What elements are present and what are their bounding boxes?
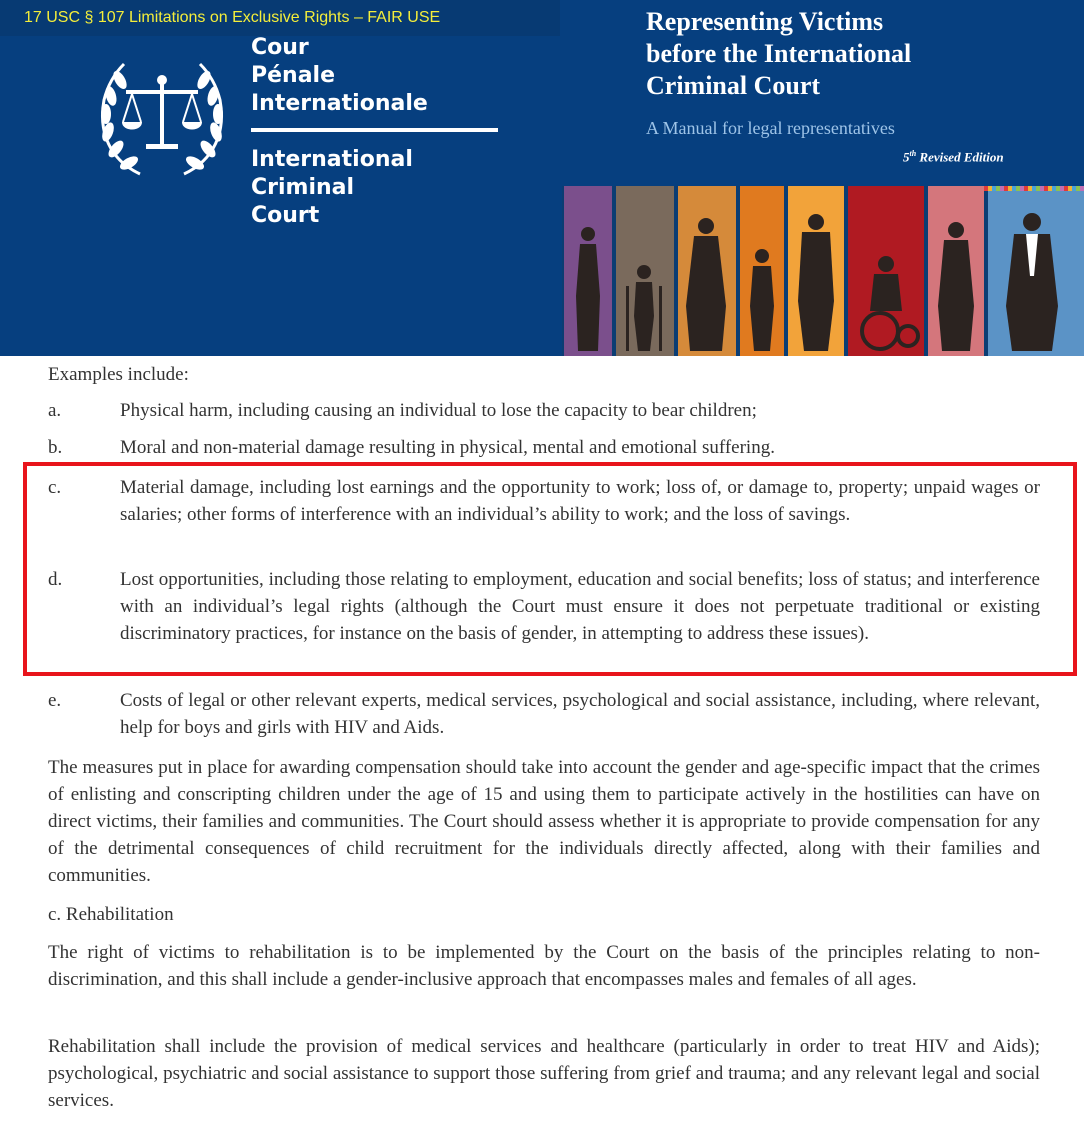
manual-title-line-1: Representing Victims xyxy=(646,7,884,36)
victims-illustration-strip xyxy=(562,186,1084,356)
manual-subtitle: A Manual for legal representatives xyxy=(646,118,895,138)
org-name-english xyxy=(251,146,413,230)
list-item-letter: a. xyxy=(48,400,62,421)
list-item-letter: d. xyxy=(48,569,63,590)
list-item-letter: e. xyxy=(48,690,62,711)
manual-cover-banner xyxy=(0,0,1084,356)
victim-figures-illustration xyxy=(562,186,1084,356)
rehabilitation-heading: c. Rehabilitation xyxy=(48,904,174,925)
org-en-line-1: International xyxy=(251,147,413,172)
fair-use-bar xyxy=(0,0,560,36)
manual-edition: 5th Revised Edition xyxy=(903,149,1004,165)
org-fr-line-1: Cour xyxy=(251,35,309,60)
highlight-box xyxy=(23,462,1077,676)
compensation-paragraph: The measures put in place for awarding compensation should take into account the gender and age-specific impact that the crimes of enlisting and conscripting children under the age of 15 and using them to participate actively in the hostilities can have on direct victims, their families and communities. The Court should assess whether it is appropriate to provide compensation for any of the detrimental consequences of child recruitment for the individuals directly affected, along with their families and communities. xyxy=(48,757,1040,886)
rehabilitation-paragraph-2: Rehabilitation shall include the provision of medical services and healthcare (particularly in order to treat HIV and Aids); psychological, psychiatric and social assistance to support those suffering from grief and trauma; and any relevant legal and social services. xyxy=(48,1036,1040,1111)
rehabilitation-paragraph-1: The right of victims to rehabilitation is to be implemented by the Court on the basis of the principles relating to non-discrimination, and this shall include a gender-inclusive approach that encompasses males and females of all ages. xyxy=(48,942,1040,990)
list-item-letter: c. xyxy=(48,477,62,498)
manual-title-line-3: Criminal Court xyxy=(646,71,821,100)
manual-title-line-2: before the International xyxy=(646,39,912,68)
examples-intro: Examples include: xyxy=(48,364,189,385)
org-name-divider xyxy=(251,128,498,132)
org-en-line-3: Court xyxy=(251,203,320,228)
list-item-text: Lost opportunities, including those relating to employment, education and social benefits; loss of status; and interference with an individual’s legal rights (although the Court must ensure it does not perpetuate traditional or existing discriminatory practices, for instance on the basis of gender, in attempting to address these issues). xyxy=(120,569,1040,644)
list-item-text: Moral and non-material damage resulting in physical, mental and emotional suffering. xyxy=(120,437,775,458)
org-fr-line-3: Internationale xyxy=(251,91,428,116)
org-name-french xyxy=(251,34,428,118)
fair-use-notice: 17 USC § 107 Limitations on Exclusive Rights – FAIR USE xyxy=(24,9,441,26)
list-item-text: Costs of legal or other relevant experts, medical services, psychological and social assistance, including, where relevant, help for boys and girls with HIV and Aids. xyxy=(120,690,1040,738)
org-en-line-2: Criminal xyxy=(251,175,355,200)
color-stripes-decoration xyxy=(984,186,1084,191)
list-item-letter: b. xyxy=(48,437,63,458)
list-item-text: Physical harm, including causing an individual to lose the capacity to bear children; xyxy=(120,400,757,421)
scales-of-justice-emblem-icon xyxy=(92,56,232,180)
list-item-text: Material damage, including lost earnings and the opportunity to work; loss of, or damage to, property; unpaid wages or salaries; other forms of interference with an individual’s ability to work; and the loss of savings. xyxy=(120,477,1040,525)
org-fr-line-2: Pénale xyxy=(251,63,336,88)
